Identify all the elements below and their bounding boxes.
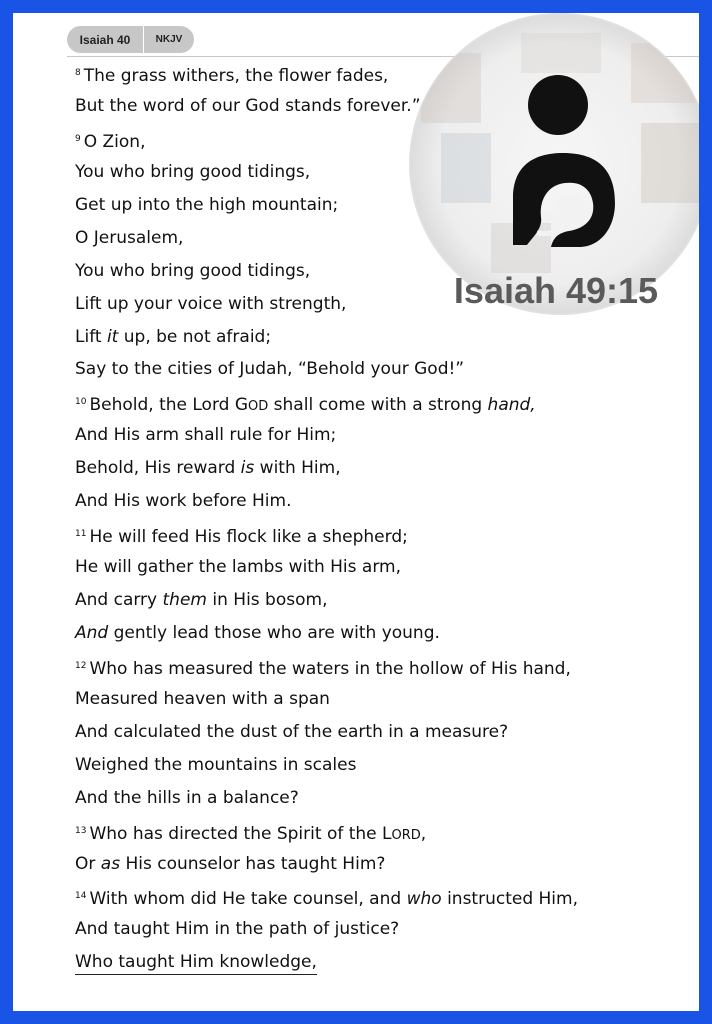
verse-line	[75, 419, 675, 452]
verse-line	[75, 650, 675, 683]
badge-caption: Isaiah 49:15	[453, 270, 659, 311]
verse-number: 11	[75, 529, 87, 540]
verse-text-segment: instructed Him,	[441, 889, 578, 910]
verse-line	[75, 485, 675, 518]
verse-line	[75, 518, 675, 551]
verse-text-segment: ,	[420, 823, 427, 844]
verse-text-segment: But the word of our God stands forever.”	[75, 95, 421, 116]
verse-number: 14	[75, 891, 87, 902]
verse-line	[75, 353, 675, 386]
verse-text-segment: hand,	[487, 395, 536, 416]
verse-text-segment: with Him,	[254, 458, 341, 479]
verse-text-segment: And calculated the dust of the earth in a measure?	[75, 721, 509, 742]
verse-text-segment: them	[162, 590, 207, 610]
verse-number: 8	[75, 68, 81, 78]
verse-text-segment: Behold, His reward	[75, 458, 241, 479]
verse-line	[75, 716, 675, 749]
verse-text-segment: He will gather the lambs with His arm,	[75, 557, 401, 578]
verse-line	[75, 815, 675, 848]
verse-text-segment: And His work before Him.	[75, 491, 292, 512]
verse-text-segment: Get up into the high mountain;	[75, 194, 339, 215]
verse-text-segment: And carry	[75, 590, 163, 610]
verse-text-segment: Who has measured the waters in the hollow of His hand,	[89, 658, 571, 679]
verse-text-segment: Say to the cities of Judah, “Behold your God!”	[75, 359, 465, 380]
verse-text-segment: Lift up your voice with strength,	[75, 293, 347, 314]
verse-text-segment: Weighed the mountains in scales	[75, 754, 357, 775]
verse-text-segment: And the hills in a balance?	[75, 787, 299, 808]
verse-text-segment: And His arm shall rule for Him;	[75, 425, 337, 446]
verse-text-segment: gently lead those who are with young.	[108, 622, 440, 643]
verse-line	[75, 452, 675, 485]
verse-text-segment: up, be not afraid;	[118, 326, 272, 347]
verse-line	[75, 782, 675, 815]
verse-text-segment: as	[100, 853, 121, 874]
verse-text-segment: And	[75, 622, 109, 643]
verse-number: 9	[75, 133, 81, 144]
verse-line	[75, 617, 675, 650]
translation-label[interactable]: NKJV	[143, 26, 194, 53]
verse-text-segment: it	[106, 326, 119, 347]
verse-line	[75, 683, 675, 716]
book-chapter-label[interactable]: Isaiah 40	[79, 32, 131, 47]
verse-text-segment: O Jerusalem,	[75, 227, 184, 248]
verse-line	[75, 880, 675, 913]
verse-line	[75, 551, 675, 584]
verse-text-segment: Who has directed the Spirit of the L	[89, 823, 392, 844]
verse-text-segment: Behold, the Lord G	[89, 395, 249, 416]
verse-text-segment: With whom did He take counsel, and	[89, 889, 407, 910]
verse-text-segment: O Zion,	[83, 131, 146, 152]
verse-text-segment: The grass withers, the flower fades,	[83, 66, 389, 86]
verse-line	[75, 386, 675, 419]
verse-text-segment: ORD	[391, 827, 421, 843]
verse-line	[75, 584, 675, 617]
verse-text-segment: And taught Him in the path of justice?	[75, 919, 400, 940]
verse-text-segment: He will feed His flock like a shepherd;	[89, 527, 408, 548]
verse-text-segment: who	[406, 889, 442, 910]
verse-number: 13	[75, 825, 87, 836]
verse-text-segment: You who bring good tidings,	[75, 260, 311, 281]
verse-line	[75, 913, 675, 946]
verse-line	[75, 749, 675, 782]
verse-number: 10	[75, 397, 87, 408]
verse-text-segment: You who bring good tidings,	[75, 161, 311, 182]
verse-text-segment: Who taught Him knowledge,	[75, 952, 317, 975]
verse-line	[75, 321, 675, 354]
verse-text-segment: OD	[248, 399, 269, 415]
verse-text-segment: shall come with a strong	[268, 395, 488, 416]
verse-line	[75, 848, 675, 881]
verse-text-segment: is	[240, 458, 255, 479]
verse-text-segment: Lift	[75, 326, 107, 347]
verse-text-segment: Or	[75, 853, 101, 874]
verse-text-segment: His counselor has taught Him?	[120, 853, 386, 874]
verse-text-segment: Measured heaven with a span	[75, 688, 330, 709]
verse-text-segment: in His bosom,	[206, 590, 328, 610]
isaiah-badge-image	[401, 13, 699, 315]
verse-number: 12	[75, 660, 87, 671]
verse-line	[75, 946, 675, 979]
scripture-page	[13, 13, 699, 1011]
reference-pill[interactable]	[67, 26, 194, 53]
